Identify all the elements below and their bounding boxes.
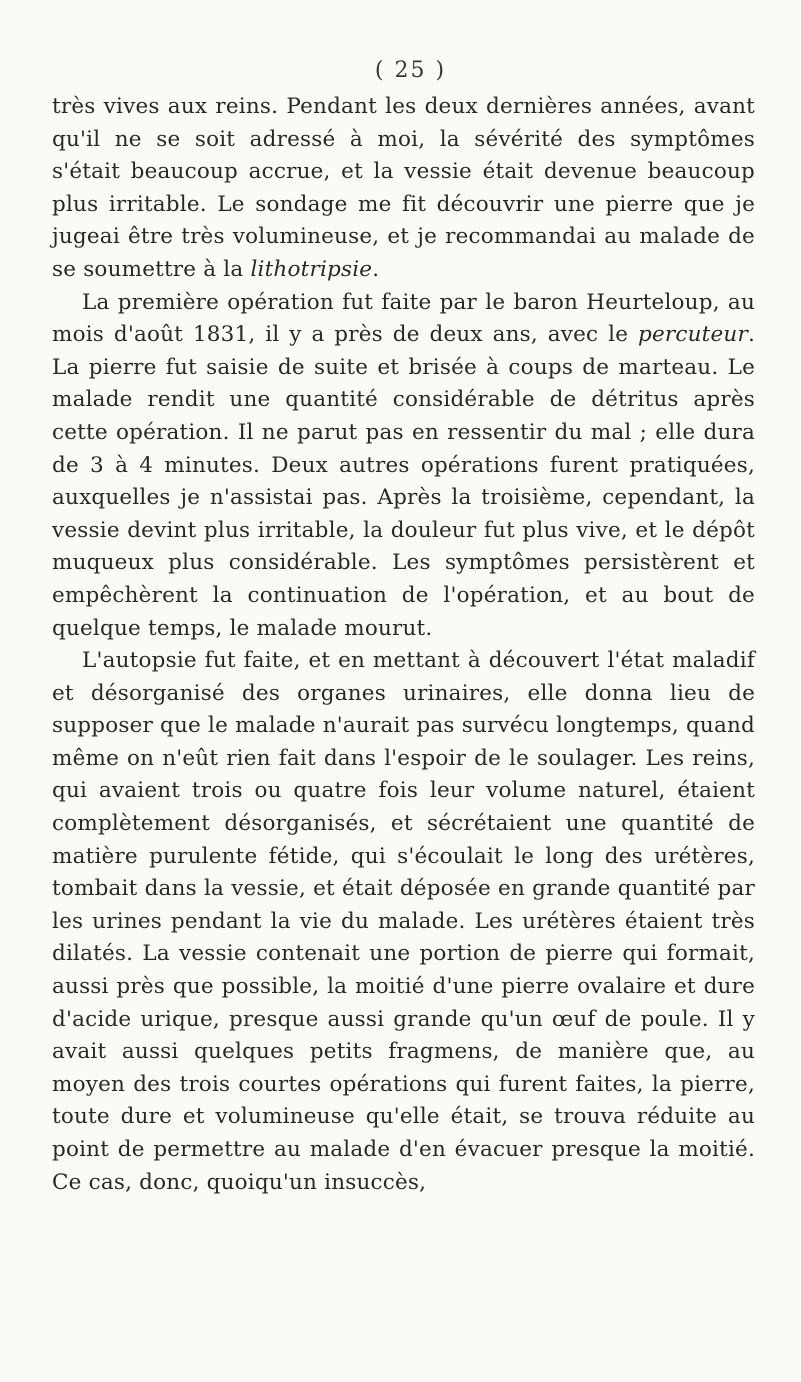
paragraph-text: .	[372, 256, 380, 282]
paragraph-continued	[52, 91, 755, 287]
body-text	[52, 91, 755, 1199]
page-number: ( 25 )	[374, 58, 447, 83]
paragraph-autopsy	[52, 645, 755, 1199]
italic-term: lithotripsie	[250, 256, 373, 282]
paragraph-text: très vives aux reins. Pendant les deux dernières années, avant qu'il ne se soit adressé à moi, la sévérité des symptômes s'était beaucoup accrue, et la vessie était devenue beaucoup plus irritable. Le sondage me fit découvrir une pierre que je jugeai être très volumineuse, et je recommandai au malade de se soumettre à la	[52, 94, 755, 282]
paragraph-text: La première opération fut faite par le baron Heurteloup, au mois d'août 1831, il y a près de deux ans, avec le	[52, 289, 755, 348]
paragraph-text: L'autopsie fut faite, et en mettant à découvert l'état maladif et désorganisé des organes urinaires, elle donna lieu de supposer que le malade n'aurait pas survécu longtemps, quand même on n'eût rien fait dans l'espoir de le soulager. Les reins, qui avaient trois ou quatre fois leur volume naturel, étaient complètement désorganisés, et sécrétaient une quantité de matière purulente fétide, qui s'écoulait le long des urétères, tombait dans la vessie, et était déposée en grande quantité par les urines pendant la vie du malade. Les urétères étaient très dilatés. La vessie contenait une portion de pierre qui formait, aussi près que possible, la moitié d'une pierre ovalaire et dure d'acide urique, presque aussi grande qu'un œuf de poule. Il y avait aussi quelques petits fragmens, de manière que, au moyen des trois courtes opérations qui furent faites, la pierre, toute dure et volumineuse qu'elle était, se trouva réduite au point de permettre au malade d'en évacuer presque la moitié. Ce cas, donc, quoiqu'un insuccès,	[52, 648, 755, 1195]
italic-term: percuteur	[638, 322, 748, 348]
paragraph-operation	[52, 287, 755, 646]
paragraph-text: . La pierre fut saisie de suite et brisée à coups de marteau. Le malade rendit une quantité considérable de détritus après cette opération. Il ne parut pas en ressentir du mal ; elle dura de 3 à 4 minutes. Deux autres opérations furent pratiquées, auxquelles je n'assistai pas. Après la troisième, cependant, la vessie devint plus irritable, la douleur fut plus vive, et le dépôt muqueux plus considérable. Les symptômes persistèrent et empêchèrent la continuation de l'opération, et au bout de quelque temps, le malade mourut.	[52, 322, 755, 641]
